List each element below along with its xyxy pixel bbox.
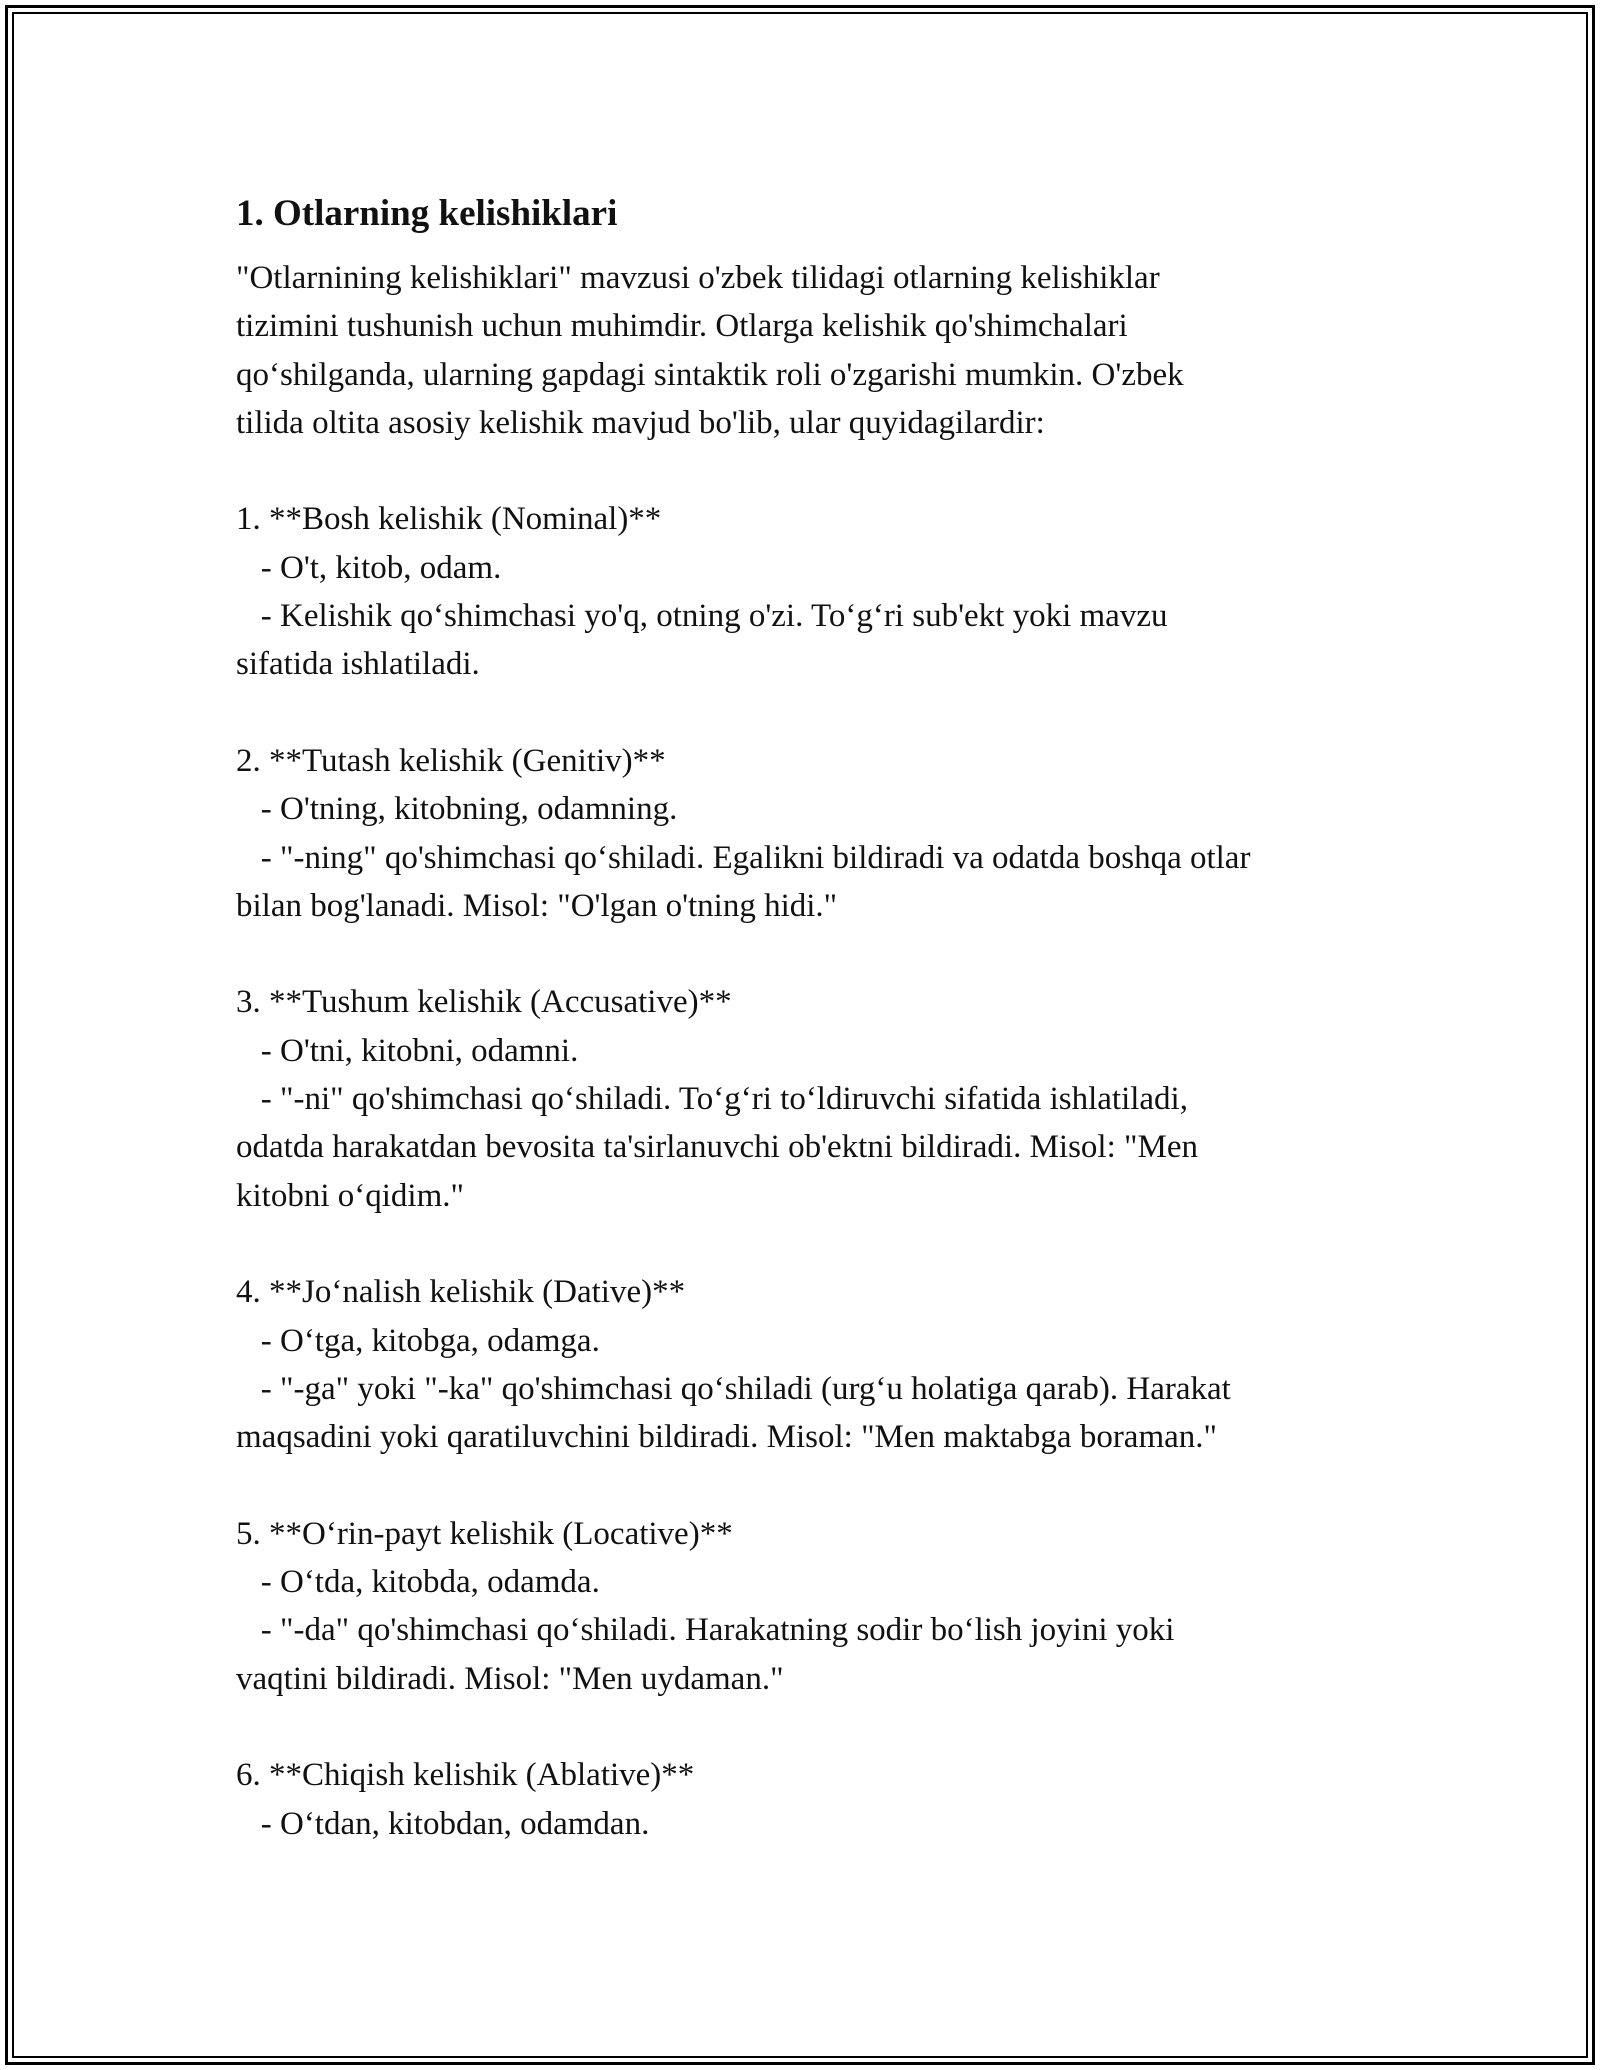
intro-line-1: "Otlarnining kelishiklari" mavzusi o'zbek tilidagi otlarning kelishiklar — [236, 260, 1160, 296]
blank-line — [236, 689, 1386, 737]
case-5-description: - "-da" qo'shimchasi qo‘shiladi. Harakatning sodir bo‘lish joyini yoki — [236, 1612, 1175, 1649]
case-4-description: - "-ga" yoki "-ka" qo'shimchasi qo‘shiladi (urg‘u holatiga qarab). Harakat — [236, 1370, 1231, 1407]
case-1-title: 1. **Bosh kelishik (Nominal)** — [236, 501, 662, 538]
case-2-description: - "-ning" qo'shimchasi qo‘shiladi. Egalikni bildiradi va odatda boshqa otlar — [236, 839, 1251, 876]
case-2-description-cont: bilan bog'lanadi. Misol: "O'lgan o'tning hidi." — [236, 887, 838, 924]
case-1-examples: - O't, kitob, odam. — [236, 549, 502, 586]
case-2-title: 2. **Tutash kelishik (Genitiv)** — [236, 742, 666, 779]
case-5-description-cont: vaqtini bildiradi. Misol: "Men uydaman." — [236, 1660, 784, 1697]
case-3-description: - "-ni" qo'shimchasi qo‘shiladi. To‘g‘ri to‘ldiruvchi sifatida ishlatiladi, — [236, 1081, 1188, 1118]
section-heading: 1. Otlarning kelishiklari — [236, 193, 618, 234]
case-6-title: 6. **Chiqish kelishik (Ablative)** — [236, 1757, 695, 1794]
case-3-description-cont: odatda harakatdan bevosita ta'sirlanuvchi ob'ektni bildiradi. Misol: "Men — [236, 1129, 1198, 1166]
blank-line — [236, 1703, 1386, 1751]
case-5-title: 5. **O‘rin-payt kelishik (Locative)** — [236, 1515, 733, 1552]
case-1-description-cont: sifatida ishlatiladi. — [236, 646, 480, 683]
case-3-examples: - O'tni, kitobni, odamni. — [236, 1032, 579, 1069]
case-4-title: 4. **Jo‘nalish kelishik (Dative)** — [236, 1274, 686, 1311]
document-body — [236, 186, 1386, 1848]
intro-line-3: qo‘shilganda, ularning gapdagi sintaktik roli o'zgarishi mumkin. O'zbek — [236, 356, 1184, 393]
case-4-examples: - O‘tga, kitobga, odamga. — [236, 1322, 600, 1359]
case-3-title: 3. **Tushum kelishik (Accusative)** — [236, 984, 732, 1021]
case-6-examples: - O‘tdan, kitobdan, odamdan. — [236, 1805, 650, 1842]
blank-line — [236, 930, 1386, 978]
case-1-description: - Kelishik qo‘shimchasi yo'q, otning o'zi. To‘g‘ri sub'ekt yoki mavzu — [236, 598, 1168, 635]
blank-line — [236, 1220, 1386, 1268]
case-2-examples: - O'tning, kitobning, odamning. — [236, 791, 678, 828]
intro-line-2: tizimini tushunish uchun muhimdir. Otlarga kelishik qo'shimchalari — [236, 308, 1128, 345]
intro-line-4: tilida oltita asosiy kelishik mavjud bo'lib, ular quyidagilardir: — [236, 404, 1045, 441]
blank-line — [236, 447, 1386, 495]
case-3-description-cont-2: kitobni o‘qidim." — [236, 1177, 464, 1214]
case-5-examples: - O‘tda, kitobda, odamda. — [236, 1564, 600, 1601]
case-4-description-cont: maqsadini yoki qaratiluvchini bildiradi. Misol: "Men maktabga boraman." — [236, 1419, 1217, 1456]
blank-line — [236, 1461, 1386, 1509]
